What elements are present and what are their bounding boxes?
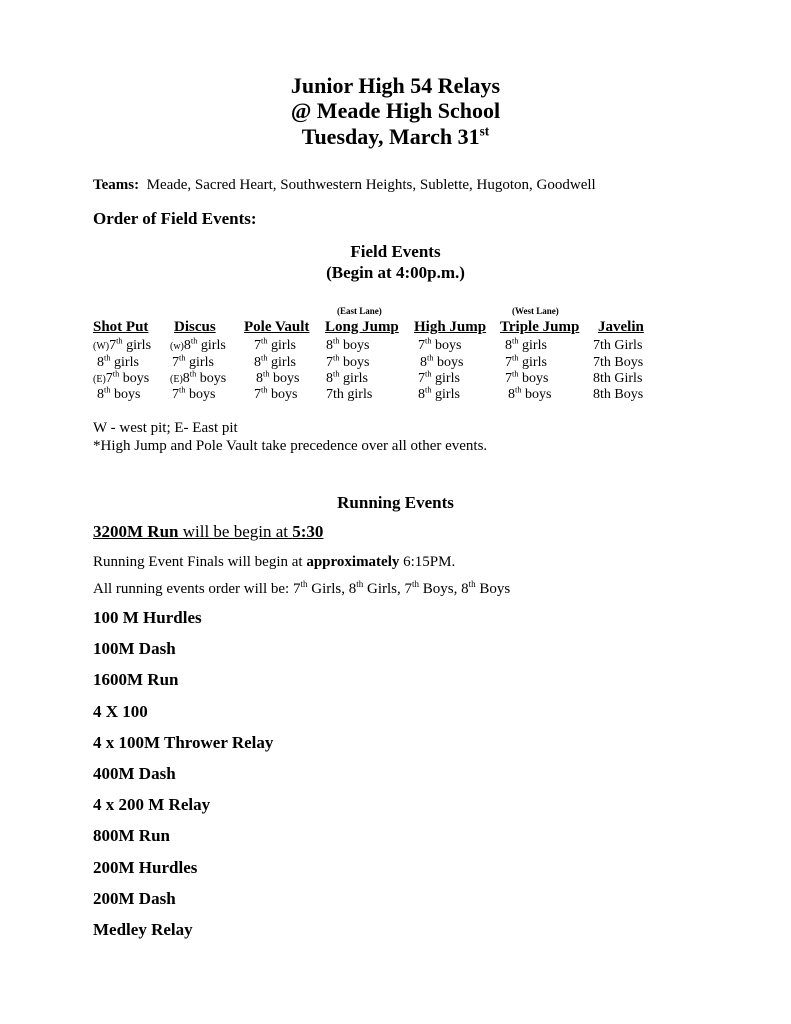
order-part: Girls, 8 xyxy=(307,581,357,597)
run-3200-label: 3200M Run xyxy=(93,522,179,541)
pit-prefix: (E) xyxy=(93,374,106,385)
run-3200-time: 5:30 xyxy=(292,522,324,541)
grade-suffix: th xyxy=(189,369,197,379)
grade: 8 xyxy=(182,371,190,386)
grade-suffix: th xyxy=(112,369,120,379)
grade: 7 xyxy=(418,371,425,386)
grade: 8 xyxy=(508,387,515,402)
running-event: 200M Hurdles xyxy=(93,857,198,877)
grade: 8 xyxy=(97,387,104,402)
east-lane-label: (East Lane) xyxy=(337,306,382,316)
grade: 8 xyxy=(420,355,427,370)
grade-suffix: th xyxy=(261,353,268,363)
order-part: All running events order will be: 7 xyxy=(93,581,301,597)
grade: 7 xyxy=(326,355,333,370)
running-event: 400M Dash xyxy=(93,764,176,783)
group: boys xyxy=(431,338,462,353)
grade: 8 xyxy=(254,355,261,370)
column-header: Pole Vault xyxy=(244,319,310,335)
grade: 7 xyxy=(172,387,179,402)
grade: 8 xyxy=(326,371,333,386)
grade-suffix: th xyxy=(512,369,519,379)
sup: th xyxy=(356,579,364,589)
grade: 7 xyxy=(254,387,261,402)
title-line-1: Junior High 54 Relays xyxy=(290,73,501,98)
grade: 7 xyxy=(254,338,261,353)
sup: th xyxy=(300,579,308,589)
running-event: 800M Run xyxy=(93,826,170,846)
column-header: Shot Put xyxy=(93,319,149,335)
group: girls xyxy=(197,338,226,353)
grade: 7 xyxy=(105,371,113,386)
order-part: Girls, 7 xyxy=(363,581,412,597)
table-cell xyxy=(508,387,551,403)
group: girls xyxy=(431,387,460,402)
group: boys xyxy=(518,371,549,386)
grade: 7 xyxy=(109,338,117,353)
table-cell xyxy=(593,371,642,387)
grade: 7 xyxy=(505,355,512,370)
grade-suffix: th xyxy=(333,336,340,346)
table-cell xyxy=(418,338,461,354)
grade-suffix: th xyxy=(261,385,268,395)
table-cell xyxy=(172,387,215,403)
table-cell xyxy=(593,338,642,354)
running-event: Medley Relay xyxy=(93,920,193,939)
sup: th xyxy=(468,579,476,589)
order-heading: Order of Field Events: xyxy=(93,209,257,228)
table-cell xyxy=(254,338,296,354)
group: girls xyxy=(518,355,547,370)
grade-suffix: th xyxy=(512,353,519,363)
table-cell xyxy=(326,371,368,387)
table-cell xyxy=(326,338,369,354)
pit-prefix: (E) xyxy=(170,374,183,385)
grade-suffix: th xyxy=(425,385,432,395)
group: 7th girls xyxy=(326,387,373,402)
group: boys xyxy=(339,338,370,353)
group: boys xyxy=(110,387,141,402)
table-cell xyxy=(97,387,140,403)
grade-suffix: th xyxy=(515,385,522,395)
run-3200-text: will be begin at xyxy=(178,522,293,541)
group: girls xyxy=(185,355,214,370)
running-events-heading: Running Events xyxy=(337,493,454,512)
group: girls xyxy=(431,371,460,386)
group: 7th Girls xyxy=(593,338,643,353)
table-cell xyxy=(593,355,643,371)
date: Tuesday, March 31 xyxy=(301,124,480,149)
group: girls xyxy=(110,355,139,370)
grade-suffix: th xyxy=(427,353,434,363)
grade-suffix: th xyxy=(104,385,111,395)
table-cell xyxy=(254,355,296,371)
grade: 8 xyxy=(256,371,263,386)
running-order-line xyxy=(93,581,510,598)
group: girls xyxy=(267,338,296,353)
precedence-note: *High Jump and Pole Vault take precedence over all other events. xyxy=(93,438,488,454)
group: boys xyxy=(196,371,227,386)
table-cell xyxy=(93,371,149,387)
grade: 8 xyxy=(418,387,425,402)
running-event: 200M Dash xyxy=(93,888,176,908)
finals-line xyxy=(93,554,455,571)
running-event: 1600M Run xyxy=(93,670,179,690)
grade: 8 xyxy=(183,338,191,353)
column-header: Javelin xyxy=(598,319,644,335)
grade-suffix: th xyxy=(333,369,340,379)
running-event: 100 M Hurdles xyxy=(93,608,202,627)
finals-approx: approximately xyxy=(306,554,400,570)
title-line-3 xyxy=(0,124,791,150)
grade-suffix: th xyxy=(190,336,198,346)
grade: 8 xyxy=(97,355,104,370)
grade-suffix: th xyxy=(263,369,270,379)
grade-suffix: th xyxy=(333,353,340,363)
field-events-time: (Begin at 4:00p.m.) xyxy=(326,263,465,282)
grade: 7 xyxy=(418,338,425,353)
pit-note: W - west pit; E- East pit xyxy=(93,420,238,436)
column-header: Discus xyxy=(174,319,216,335)
group: boys xyxy=(433,355,464,370)
finals-time: 6:15PM. xyxy=(399,554,456,570)
grade: 8 xyxy=(505,338,512,353)
group: 7th Boys xyxy=(593,355,644,370)
grade-suffix: th xyxy=(261,336,268,346)
table-cell xyxy=(170,338,226,354)
grade-suffix: th xyxy=(425,336,432,346)
group: girls xyxy=(518,338,547,353)
group: 8th Boys xyxy=(593,387,644,402)
group: boys xyxy=(185,387,216,402)
group: boys xyxy=(269,371,300,386)
group: boys xyxy=(267,387,298,402)
grade-suffix: th xyxy=(179,353,186,363)
column-header: Long Jump xyxy=(325,319,399,335)
column-header: Triple Jump xyxy=(500,319,580,335)
group: girls xyxy=(267,355,296,370)
table-cell xyxy=(93,338,151,354)
pit-prefix: (W) xyxy=(93,341,110,352)
table-cell xyxy=(505,371,548,387)
table-cell xyxy=(418,387,460,403)
pit-prefix: (w) xyxy=(170,341,184,352)
table-cell xyxy=(326,387,372,403)
table-cell xyxy=(254,387,297,403)
group: boys xyxy=(521,387,552,402)
running-event: 4 x 100M Thrower Relay xyxy=(93,732,274,752)
sup: th xyxy=(412,579,420,589)
grade: 7 xyxy=(172,355,179,370)
table-cell xyxy=(505,338,547,354)
grade: 7 xyxy=(505,371,512,386)
teams-line xyxy=(93,177,596,194)
teams-label: Teams: xyxy=(93,177,140,193)
title-line-2: @ Meade High School xyxy=(290,98,501,123)
table-cell xyxy=(593,387,643,403)
finals-text: Running Event Finals will begin at xyxy=(93,554,307,570)
column-header: High Jump xyxy=(414,319,487,335)
running-event: 100M Dash xyxy=(93,639,176,659)
group: 8th Girls xyxy=(593,371,643,386)
grade-suffix: th xyxy=(179,385,186,395)
teams-value: Meade, Sacred Heart, Southwestern Heights, Sublette, Hugoton, Goodwell xyxy=(146,177,596,193)
running-event: 4 x 200 M Relay xyxy=(93,795,211,815)
west-lane-label: (West Lane) xyxy=(512,306,559,316)
field-events-heading: Field Events xyxy=(350,242,441,261)
order-part: Boys xyxy=(475,581,511,597)
grade-suffix: th xyxy=(104,353,111,363)
run-3200-line xyxy=(93,522,323,542)
group: girls xyxy=(339,371,368,386)
order-part: Boys, 8 xyxy=(419,581,469,597)
running-event: 4 X 100 xyxy=(93,701,148,721)
grade: 8 xyxy=(326,338,333,353)
group: boys xyxy=(339,355,370,370)
grade-suffix: th xyxy=(425,369,432,379)
group: boys xyxy=(119,371,150,386)
grade-suffix: th xyxy=(512,336,519,346)
date-suffix: st xyxy=(479,123,490,139)
grade-suffix: th xyxy=(116,336,123,346)
group: girls xyxy=(122,338,152,353)
